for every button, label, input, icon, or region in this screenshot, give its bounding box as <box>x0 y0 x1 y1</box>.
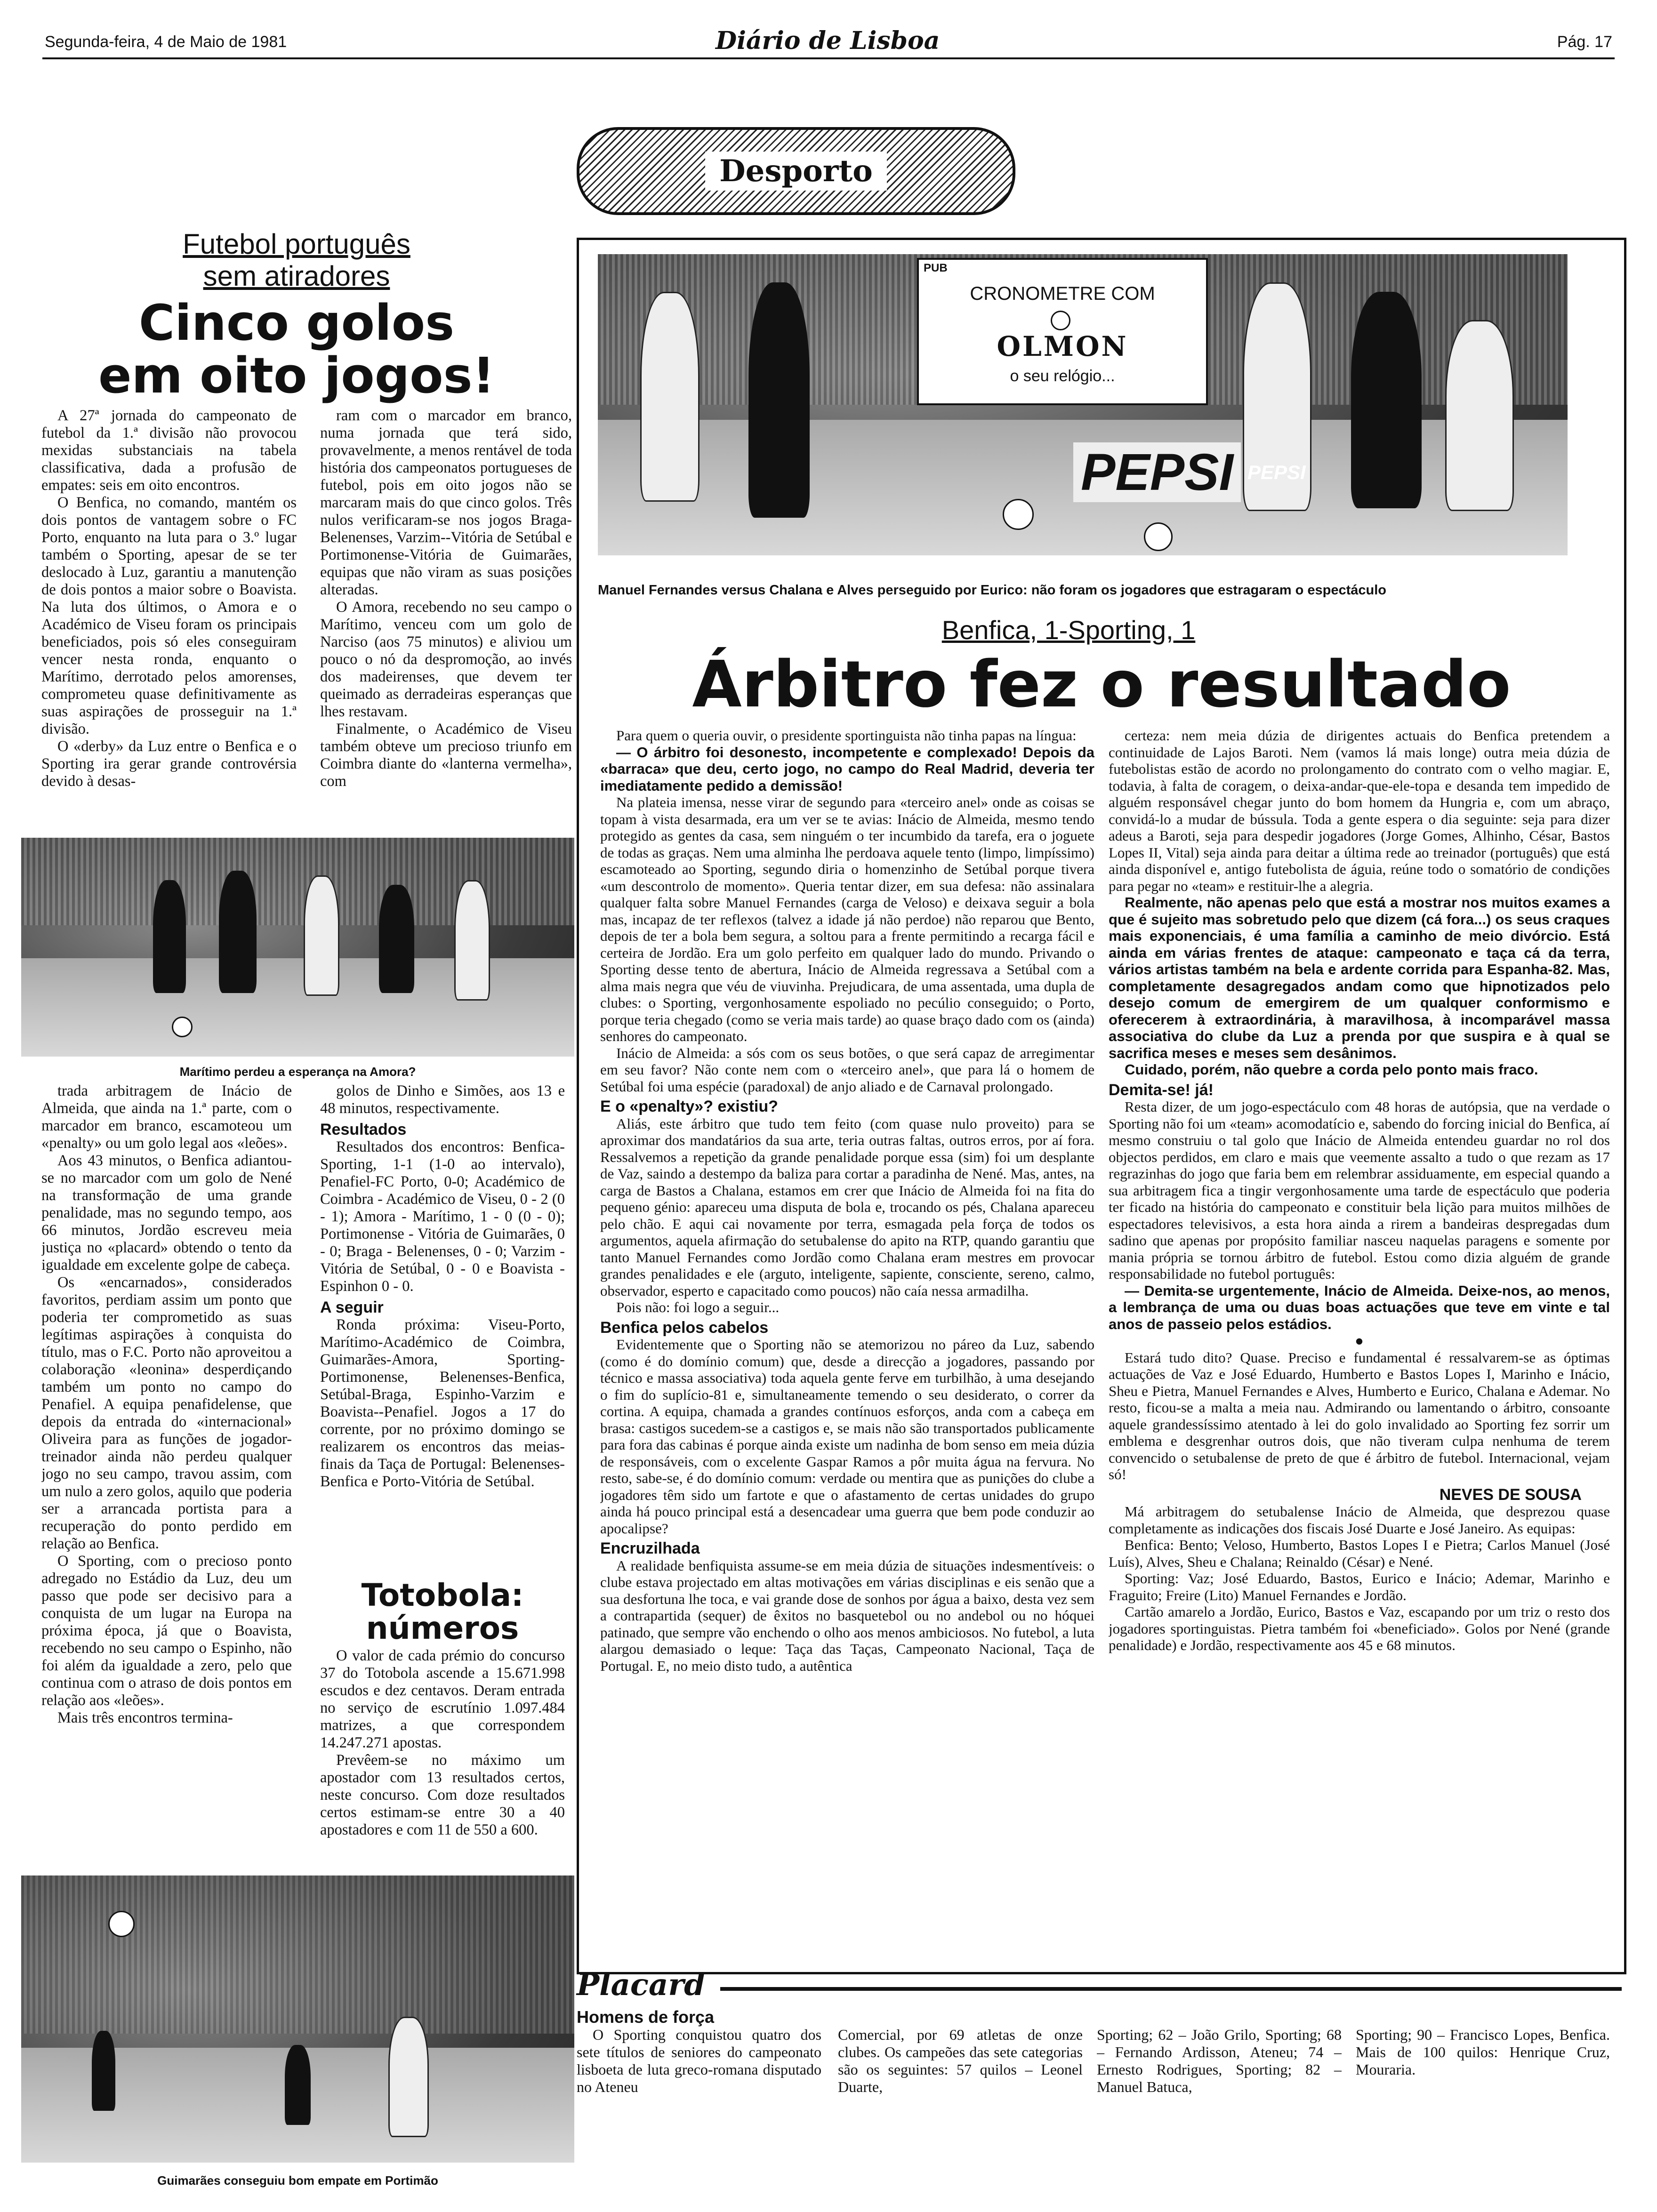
paragraph: Prevêem-se no máximo um apostador com 13 resultados certos, neste concurso. Com doze resultados certos estimam-se entre 30 a 40 apostadores e com 11 de 550 a 600. <box>320 1752 565 1838</box>
photo-maritimo-amora <box>21 838 574 1057</box>
section-title: Desporto <box>705 152 887 191</box>
paragraph: Resta dizer, de um jogo-espectáculo com 48 horas de autópsia, que na verdade o Sporting não foi um «team» acomodatício e, sabendo do forcing inicial do Benfica, aí mesmo construiu o tal golo que Inácio de Almeida entendeu guardar no rol dos objectos perdidos, em claro e mais que veemente assalto a tudo o que rezam as 17 regrazinhas do jogo que faria bem em relembrar assiduamente, em especial quando a sua arbitragem fica a tingir vergonhosamente uma tarde de espectáculo que poderia ter ficado na história do campeonato e constituir bela lição para muitos milhões de espectadores televisivos, a esta hora ainda a rirem a bandeiras despregadas dum sadino que apenas por propósito familiar nasceu naquelas paragens e somente por mania própria se tornou árbitro de futebol. Estou como dizia alguém de grande responsabilidade no futebol português: <box>1109 1098 1610 1282</box>
page-number: Pág. 17 <box>1557 33 1612 51</box>
separator-dot: ● <box>1355 1332 1364 1349</box>
photo-caption-guimaraes: Guimarães conseguiu bom empate em Portimão <box>157 2173 438 2188</box>
left-kicker <box>122 228 471 292</box>
bold-paragraph: — Demita-se urgentemente, Inácio de Almeida. Deixe-nos, ao menos, a lembrança de uma ou duas boas actuações que teve em vinte e tal anos de passeio pelos estádios. <box>1109 1282 1610 1332</box>
paragraph: A 27ª jornada do campeonato de futebol da 1.ª divisão não provocou mexidas substanciais na tabela classificativa, dada a profusão de empates: seis em oito encontros. <box>41 407 297 494</box>
author-signature: NEVES DE SOUSA <box>1439 1485 1582 1504</box>
main-headline: Árbitro fez o resultado <box>692 648 1511 722</box>
pepsi-sign-small: PEPSI <box>1247 461 1306 483</box>
paragraph: O Sporting, com o precioso ponto adregado no Estádio da Luz, deu um passo que pode ser decisivo para a conquista de um lugar na Europa na próxima época, já que o Boavista, recebendo no seu campo o Espinho, não foi além da igualdade a zero, pelo que continua com o atraso de dois pontos em relação aos «leões». <box>41 1553 292 1709</box>
left-kicker-line-2: sem atiradores <box>203 260 390 292</box>
paragraph: Resultados dos encontros: Benfica-Sporting, 1-1 (1-0 ao intervalo), Penafiel-FC Porto, 0-0; Académico de Coimbra - Académico de Viseu, 0 - 2 (0 - 1); Amora - Marítimo, 1 - 0 (0 - 0); Portimonense - Vitória de Guimarães, 0 - 0; Braga - Belenenses, 0 - 0; Varzim - Vitória de Setúbal, 0 - 0 e Boavista - Espinhon 0 - 0. <box>320 1138 565 1295</box>
left-col-3 <box>41 1082 292 1868</box>
bold-paragraph: Realmente, não apenas pelo que está a mostrar nos muitos exames a que é sujeito mas sobretudo pelo que dizem (cá fora...) os seus craques mais exponenciais, é uma família a caminho de meio divórcio. Está ainda em várias frentes de ataque: campeonato e taça cá da terra, vários artistas também na bela e ardente corrida para Espanha-82. Mas, completamente desagregados andam como que hipnotizados pelo desejo comum de emergirem de um qualquer conformismo e oferecerem à extraordinária, à maravilhosa, à incomparável massa associativa do clube da Luz a prenda por que suspira e à qual se sacrifica meses e meses sem desânimos. <box>1109 894 1610 1061</box>
paragraph: Pois não: foi logo a seguir... <box>616 1299 780 1315</box>
ad-line-1: CRONOMETRE COM <box>970 283 1155 304</box>
totobola-title-line-2: números <box>366 1610 519 1646</box>
placard-logo: Placard <box>577 1967 705 2003</box>
left-col-1 <box>41 407 297 826</box>
totobola-body <box>320 1647 565 1868</box>
paragraph: ram com o marcador em branco, numa jornada que terá sido, provavelmente, a menos rentável de toda história dos campeonatos portugueses de futebol, pois em oito jogos não se marcaram mais do que cinco golos. Três nulos verificaram-se nos jogos Braga-Belenenses, Varzim--Vitória de Setúbal e Portimonense-Vitória de Guimarães, equipas que não viram as suas posições alteradas. <box>320 407 572 598</box>
section-banner <box>577 127 1015 215</box>
totobola-title-line-1: Totobola: <box>361 1577 524 1613</box>
placard-col-2 <box>838 2026 1083 2106</box>
placard-col-1 <box>577 2026 821 2106</box>
photo-caption-maritimo: Marítimo perdeu a esperança na Amora? <box>179 1065 416 1079</box>
header-rule <box>42 57 1615 59</box>
bold-paragraph: Cuidado, porém, não quebre a corda pelo ponto mais fraco. <box>1125 1061 1538 1078</box>
paragraph: Para quem o queria ouvir, o presidente sportinguista não tinha papas na língua: <box>616 727 1077 744</box>
issue-date: Segunda-feira, 4 de Maio de 1981 <box>45 33 287 51</box>
paragraph: Os «encarnados», considerados favoritos, perdiam assim um ponto que poderia ter comprometido as suas legítimas aspirações à conquista do título, mas o F.C. Porto não aproveitou a colaboração «leonina» desperdiçando também um ponto no campo do Penafiel. A equipa penafidelense, que depois da entrada do «internacional» Oliveira para as funções de jogador-treinador ainda não perdeu qualquer jogo no seu campo, travou assim, com um nulo a zero golos, aquilo que poderia ser a arrancada portista para a recuperação do ponto perdido em relação ao Benfica. <box>41 1274 292 1552</box>
main-kicker: Benfica, 1-Sporting, 1 <box>941 615 1196 645</box>
paragraph: Aos 43 minutos, o Benfica adiantou-se no marcador com um golo de Nené na transformação de uma grande penalidade, mas no segundo tempo, aos 66 minutos, Jordão escreveu meia justiça no «placard» obtendo o tento da igualdade em excelente golpe de cabeça. <box>41 1152 292 1274</box>
paragraph: certeza: nem meia dúzia de dirigentes actuais do Benfica pretendem a continuidade de Lajos Baroti. Nem (vamos lá mais longe) outra meia dúzia de futebolistas estão de acordo no prolongamento do contrato com o velho magiar. E, todavia, à falta de coragem, o deixa-andar-que-ele-topa e desanda tem impedido de alguém responsável chegar junto do bom homem da Hungria e, com um abraço, convidá-lo a mudar de bússula. Toda a gente espera o dia seguinte: seja para dizer adeus a Baroti, seja para despedir jogadores (Jorge Gomes, Alhinho, César, Bastos Lopes II, Vital) seja ainda para deitar a última rede ao treinador (português) que está ainda disponível e, antigo futebolista de águia, reúne todo o somatório de condições para pegar no «team» e restituir-lhe a alegria. <box>1109 727 1610 894</box>
left-headline <box>61 294 532 404</box>
left-kicker-line-1: Futebol português <box>183 228 410 260</box>
pepsi-sign: PEPSI <box>1073 442 1241 502</box>
totobola-title <box>320 1579 565 1645</box>
paragraph: Sporting; 62 – João Grilo, Sporting; 68 – Fernando Ardisson, Ateneu; 74 – Ernesto Rodrigues, Sporting; 82 – Manuel Batuca, <box>1097 2026 1342 2095</box>
paragraph: Sporting: Vaz; José Eduardo, Bastos, Eurico e Inácio; Ademar, Marinho e Fraguito; Freire (Lito) Manuel Fernandes e Jordão. <box>1109 1570 1610 1603</box>
left-headline-line-1: Cinco golos <box>138 294 455 352</box>
paragraph: Comercial, por 69 atletas de onze clubes. Os campeões das sete categorias são os seguintes: 57 quilos – Leonel Duarte, <box>838 2026 1083 2095</box>
placard-title: Homens de força <box>577 2007 715 2027</box>
photo-guimaraes-portimao <box>21 1875 574 2163</box>
paragraph: O Sporting conquistou quatro dos sete títulos de seniores do campeonato lisboeta de luta greco-romana disputado no Ateneu <box>577 2026 821 2095</box>
resultados-title: Resultados <box>320 1121 407 1138</box>
subheading: Encruzilhada <box>600 1539 700 1557</box>
paragraph: Evidentemente que o Sporting não se atemorizou no páreo da Luz, sabendo (como é do domínio comum) que, desde a direcção a jogadores, passando por técnico e massa associativa) toda aquela gente ferve em turbilhão, à uma desejando o fim do suplício-81 e, simultaneamente temendo o seu desiderato, o correr da cortina. A equipa, chamada a grandes contínuos esforços, anda com a cabeça em brasa: castigos sucedem-se a castigos e, se mais não são transportados publicamente para fora das cabinas é porque ainda existe um nadinha de bom senso em meia dúzia de responsáveis, com o excelente Gaspar Ramos a pôr muita água na fervura. No resto, sabe-se, é do domínio comum: verdade ou mentira que as punições do clube a jogadores têm sido um fartote e que o afastamento de certas unidades do grupo ainda há pouco principal está a desencadear uma guerra que bem pode conduzir ao apocalipse? <box>600 1336 1094 1537</box>
ad-line-2: o seu relógio... <box>1010 367 1115 385</box>
placard-rule <box>720 1987 1622 1991</box>
left-col-2 <box>320 407 572 826</box>
photo-caption-derby: Manuel Fernandes versus Chalana e Alves perseguido por Eurico: não foram os jogadores que estragaram o espectáculo <box>598 583 1386 598</box>
left-headline-line-2: em oito jogos! <box>98 347 495 404</box>
clock-icon <box>1051 311 1070 330</box>
paragraph: Sporting; 90 – Francisco Lopes, Benfica. Mais de 100 quilos: Henrique Cruz, Mouraria. <box>1356 2026 1610 2078</box>
paragraph: O valor de cada prémio do concurso 37 do Totobola ascende a 15.671.998 escudos e dez centavos. Deram entrada no serviço de escrutínio 1.097.484 matrizes, a que correspondem 14.247.271 apostas. <box>320 1647 565 1751</box>
placard-col-3 <box>1097 2026 1342 2106</box>
main-col-1 <box>600 727 1094 1960</box>
subheading: Demita-se! já! <box>1109 1081 1214 1099</box>
paragraph: Mais três encontros termina- <box>57 1709 233 1726</box>
paragraph: Estará tudo dito? Quase. Preciso e fundamental é ressalvarem-se as óptimas actuações de Vaz e José Eduardo, Humberto e Bastos Lopes I, Marinho e Inácio, Sheu e Pietra, Manuel Fernandes e Alves, Humberto e Eurico, Chalana e Ademar. No resto, ficou-se a malta a meia nau. Admirando ou lamentando o árbitro, consoante aquele grandessíssimo atentado à lei do golo invalidado ao Sporting fez sorrir um emblema e desgrenhar outros dois, que não tiveram culpa nenhuma de terem convencido o setubalense de preto de que é árbitro de futebol. Internacional, vejam só! <box>1109 1349 1610 1483</box>
subheading: Benfica pelos cabelos <box>600 1318 769 1337</box>
paragraph: Má arbitragem do setubalense Inácio de Almeida, que desprezou quase completamente as indicações dos fiscais José Duarte e José Janeiro. As equipas: <box>1109 1503 1610 1537</box>
paragraph: Aliás, este árbitro que tudo tem feito (com quase nulo proveito) para se aproximar dos mandatários da sua arte, teria outras faltas, outros erros, por aí fora. Ressalvemos a repetição da grande penalidade porque essa (sim) foi um desplante de Vaz, saindo a destempo da baliza para cortar a paradinha de Nené. Mas, antes, na carga de Bastos a Chalana, estamos em crer que Inácio de Almeida foi na fita do pequeno génio: apareceu uma disputa de bola e, trocando os pés, Chalana apareceu pelo chão. E aqui cai novamente por terra, esmagada pela força de todos os argumentos, aquela afirmação do setubalense do apito na RTP, quando garantiu que tanto Manuel Fernandes como Jordão como Chalana eram mestres em provocar grandes penalidades e ele (arguto, inteligente, sapiente, consciente, sereno, calmo, observador, esperto e capacitado como poucos) não caía nessa armadilha. <box>600 1115 1094 1299</box>
ad-cronometre <box>917 258 1208 405</box>
paragraph: golos de Dinho e Simões, aos 13 e 48 minutos, respectivamente. <box>320 1082 565 1117</box>
paragraph: Cartão amarelo a Jordão, Eurico, Bastos e Vaz, escapando por um triz o resto dos jogadores sportinguistas. Pietra também foi «beneficiado». Golos por Nené (grande penalidade) e Jordão, respectivamente aos 45 e 68 minutos. <box>1109 1603 1610 1653</box>
ad-brand: OLMON <box>997 330 1128 362</box>
paragraph: O Amora, recebendo no seu campo o Marítimo, venceu com um golo de Narciso (aos 75 minutos) e aliviou um pouco o nó da despromoção, ao invés dos madeirenses, que devem ter queimado as derradeiras esperanças que lhes restavam. <box>320 599 572 720</box>
paragraph: Finalmente, o Académico de Viseu também obteve um precioso triunfo em Coimbra diante do «lanterna vermelha», com <box>320 721 572 790</box>
paragraph: Benfica: Bento; Veloso, Humberto, Bastos Lopes I e Pietra; Carlos Manuel (José Luís), Alves, Sheu e Chalana; Reinaldo (César) e Nené. <box>1109 1537 1610 1570</box>
main-col-2 <box>1109 727 1610 1960</box>
left-col-4 <box>320 1082 565 1553</box>
placard-col-4 <box>1356 2026 1610 2106</box>
a-seguir-title: A seguir <box>320 1298 384 1316</box>
paragraph: Na plateia imensa, nesse virar de segundo para «terceiro anel» onde as coisas se topam à vista desarmada, era um ver se te avias: Inácio de Almeida, mesmo tendo protegido as gentes da casa, sem ninguém o ter incumbido da tarefa, era o joguete de todas as graças. Nem uma alminha lhe perdoava aquele tento (limpo, limpíssimo) escamoteado ao Sporting, segundo diria o homenzinho de Setúbal porque tivera «um descontrolo de momento». Queria tentar dizer, em sua defesa: não assinalara qualquer falta sobre Manuel Fernandes (carga de Veloso) e deixava seguir a bola mas, incapaz de ter reflexos (talvez a idade já não perdoe) não reparou que Bento, depois de ter a bola bem segura, a soltou para a frente permitindo a recarga fácil e certeira de Jordão. Era um golo perfeito em qualquer lado do mundo. Privando o Sporting desse tento de abertura, Inácio de Almeida regressava a Setúbal com a alma mais negra que véu de viuvinha. Prejudicara, de uma assentada, uma dupla de clubes: o Sporting, vergonhosamente espoliado no pecúlio conseguido; o Porto, porque teria chegado (como se veria mais tarde) ao quase braço dado com os (ainda) senhores do campeonato. <box>600 794 1094 1044</box>
paragraph: A realidade benfiquista assume-se em meia dúzia de situações indesmentíveis: o clube estava projectado em altas motivações em várias disciplinas e eis senão que a sua desfortuna lhe toca, e vai grande dose de sonhos por água a baixo, desta vez sem a contrapartida (sequer) de êxitos no basquetebol ou no andebol ou no hóquei patinado, que sempre vão enchendo o olho aos menos ambiciosos. No futebol, a luta alargou demasiado o leque: Taça das Taças, Campeonato Nacional, Taça de Portugal. E, no meio disto tudo, a autêntica <box>600 1557 1094 1674</box>
ad-pub-label: PUB <box>924 262 948 274</box>
paragraph: Ronda próxima: Viseu-Porto, Marítimo-Académico de Coimbra, Guimarães-Amora, Sporting-Portimonense, Belenenses-Benfica, Setúbal-Braga, Espinho-Varzim e Boavista--Penafiel. Jogos a 17 do corrente, por no próximo domingo se realizarem os encontros das meias-finais da Taça de Portugal: Belenenses-Benfica e Porto-Vitória de Setúbal. <box>320 1316 565 1490</box>
paragraph: trada arbitragem de Inácio de Almeida, que ainda na 1.ª parte, com o marcador em branco, escamoteou um «penalty» ou um golo legal aos «leões». <box>41 1082 292 1152</box>
paragraph: O Benfica, no comando, mantém os dois pontos de vantagem sobre o FC Porto, enquanto na luta para o 3.º lugar também o Sporting, apesar de se ter deslocado à Luz, garantiu a manutenção de dois pontos a maior sobre o Boavista. Na luta dos últimos, o Amora e o Académico de Viseu foram os principais beneficiados, pois só eles conseguiram vencer nesta ronda, enquanto o Marítimo, derrotado pelos amorenses, comprometeu quase definitivamente as suas aspirações de prosseguir na 1.ª divisão. <box>41 494 297 737</box>
subheading: E o «penalty»? existiu? <box>600 1098 778 1115</box>
paragraph: Inácio de Almeida: a sós com os seus botões, o que será capaz de arregimentar em seu favor? Não conte nem com o «terceiro anel», que para lá o homem de Setúbal foi uma espécie (paradoxal) de anjo aliado e de Carnaval prolongado. <box>600 1044 1094 1095</box>
paragraph: O «derby» da Luz entre o Benfica e o Sporting ira gerar grande controvérsia devido à desas- <box>41 738 297 790</box>
bold-paragraph: — O árbitro foi desonesto, incompetente e complexado! Depois da «barraca» que deu, certo jogo, no campo do Real Madrid, deveria ter imediatamente pedido a demissão! <box>600 744 1094 794</box>
masthead: Diário de Lisboa <box>716 26 940 55</box>
